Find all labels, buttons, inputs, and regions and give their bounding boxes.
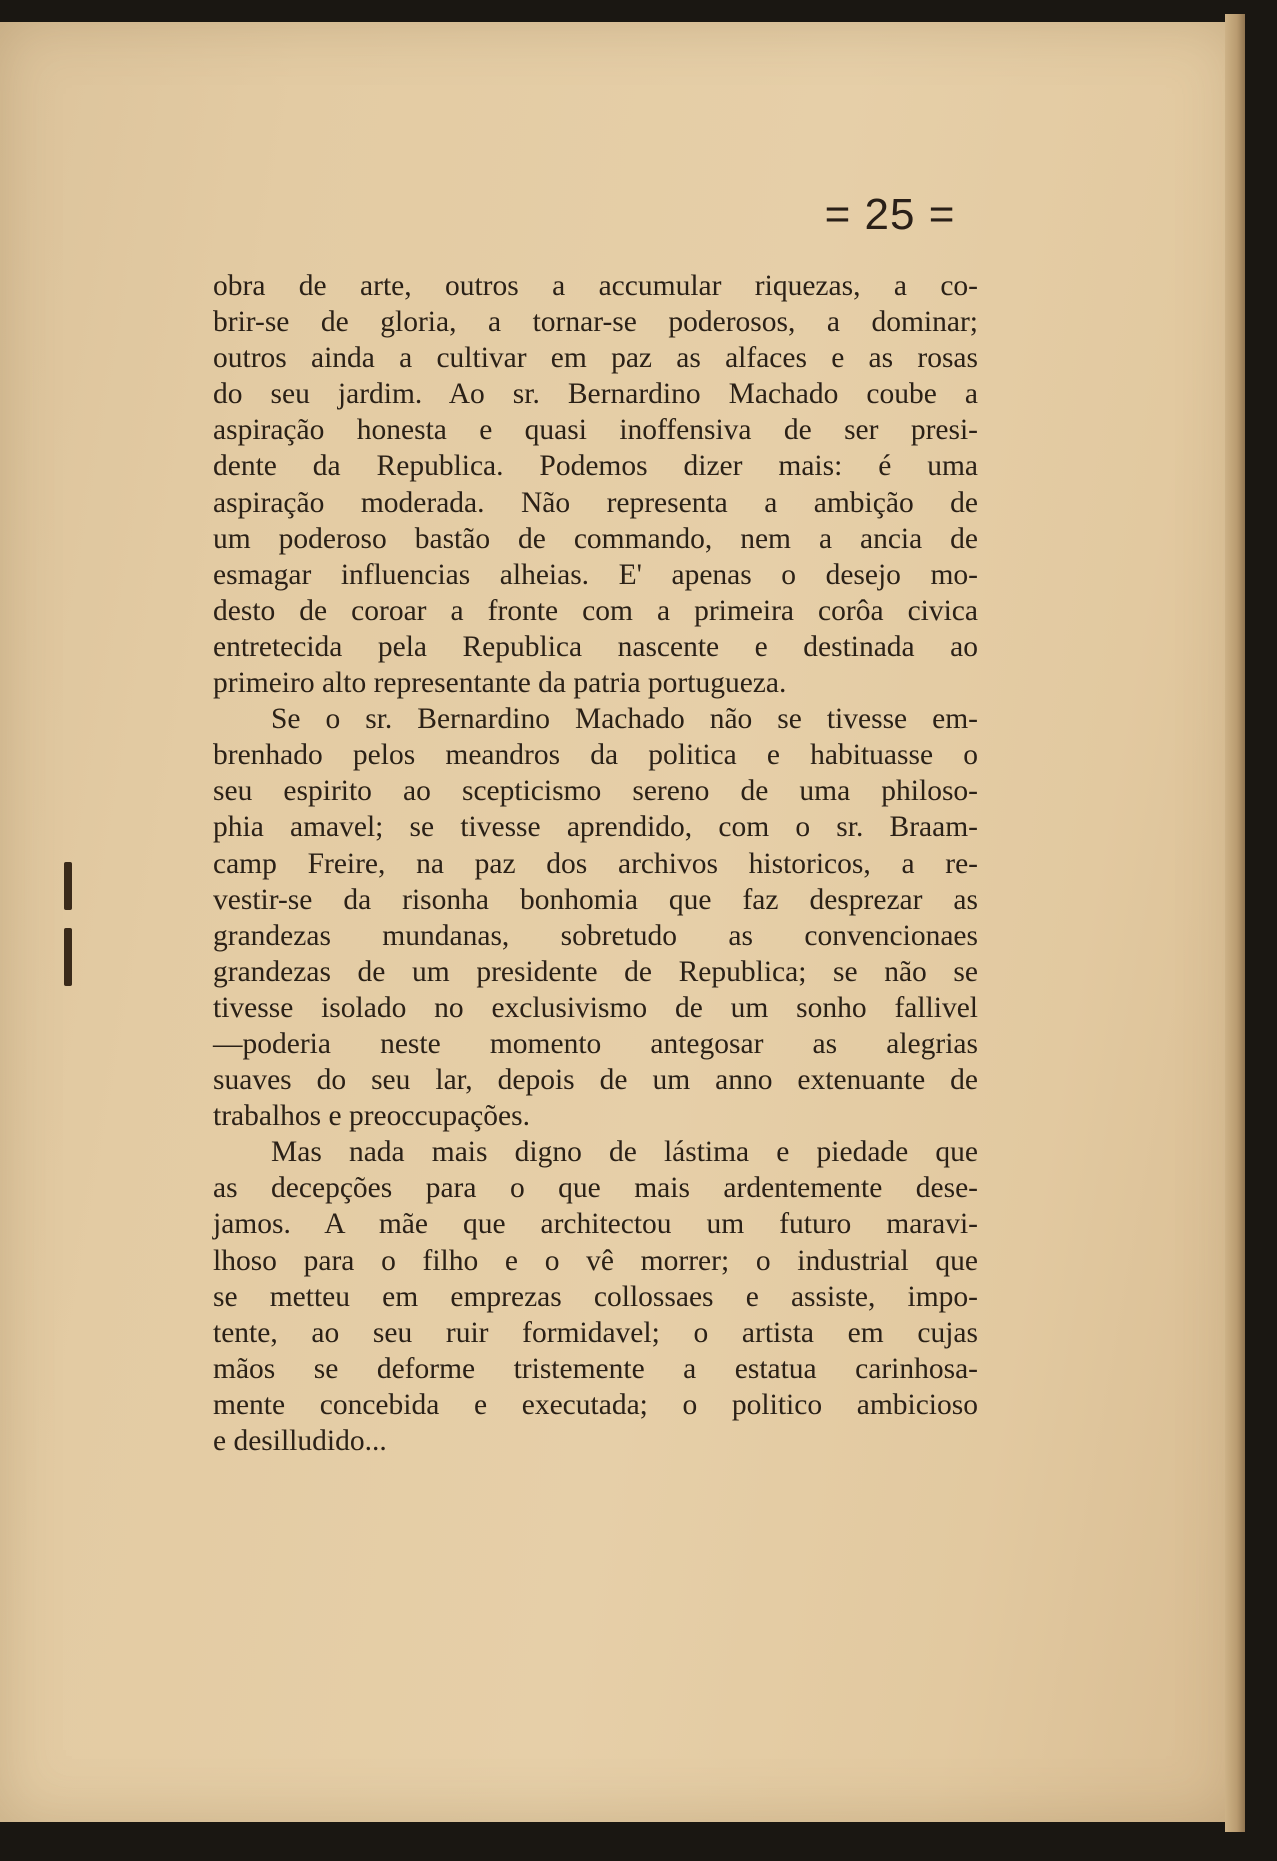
text-line: do seu jardim. Ao sr. Bernardino Machado coube a <box>213 378 978 411</box>
text-line: mãos se deforme tristemente a estatua carinhosa- <box>213 1352 978 1385</box>
text-line: obra de arte, outros a accumular riquezas, a co- <box>213 270 978 302</box>
text-line: vestir-se da risonha bonhomia que faz desprezar as <box>213 883 978 916</box>
text-line: brir-se de gloria, a tornar-se poderosos, a dominar; <box>213 306 978 339</box>
text-line: grandezas mundanas, sobretudo as convencionaes <box>213 919 978 952</box>
text-line: mente concebida e executada; o politico ambicioso <box>213 1388 978 1421</box>
text-line: aspiração moderada. Não representa a ambição de <box>213 486 978 519</box>
text-line: trabalhos e preoccupações. <box>213 1100 530 1133</box>
text-line: —poderia neste momento antegosar as alegrias <box>213 1027 978 1060</box>
text-line: Se o sr. Bernardino Machado não se tivesse em- <box>271 703 978 736</box>
text-line: grandezas de um presidente de Republica; se não se <box>213 955 978 988</box>
text-line: aspiração honesta e quasi inoffensiva de ser presi- <box>213 414 978 447</box>
page-edge <box>1225 14 1245 1832</box>
text-line: desto de coroar a fronte com a primeira corôa civica <box>213 594 978 627</box>
text-line: esmagar influencias alheias. E' apenas o desejo mo- <box>213 558 978 591</box>
text-line: jamos. A mãe que architectou um futuro maravi- <box>213 1208 978 1241</box>
text-line: as decepções para o que mais ardentemente dese- <box>213 1172 978 1205</box>
text-line: outros ainda a cultivar em paz as alfaces e as rosas <box>213 342 978 375</box>
binding-mark <box>64 862 72 910</box>
text-line: Mas nada mais digno de lástima e piedade que <box>271 1136 978 1169</box>
text-line: tivesse isolado no exclusivismo de um sonho fallivel <box>213 991 978 1024</box>
text-line: entretecida pela Republica nascente e destinada ao <box>213 630 978 663</box>
text-line: primeiro alto representante da patria portugueza. <box>213 667 787 700</box>
text-line: seu espirito ao scepticismo sereno de uma philoso- <box>213 775 978 808</box>
text-line: camp Freire, na paz dos archivos historicos, a re- <box>213 847 978 880</box>
text-line: brenhado pelos meandros da politica e habituasse o <box>213 739 978 772</box>
body-text <box>213 268 978 1459</box>
binding-mark <box>64 928 72 986</box>
page-number: = 25 = <box>824 190 956 239</box>
text-line: e desilludido... <box>213 1425 387 1457</box>
text-line: um poderoso bastão de commando, nem a ancia de <box>213 522 978 555</box>
text-line: lhoso para o filho e o vê morrer; o industrial que <box>213 1244 978 1277</box>
text-line: phia amavel; se tivesse aprendido, com o sr. Braam- <box>213 811 978 844</box>
text-line: tente, ao seu ruir formidavel; o artista em cujas <box>213 1316 978 1349</box>
text-line: suaves do seu lar, depois de um anno extenuante de <box>213 1064 978 1097</box>
text-line: se metteu em emprezas collossaes e assiste, impo- <box>213 1280 978 1313</box>
text-line: dente da Republica. Podemos dizer mais: é uma <box>213 450 978 483</box>
